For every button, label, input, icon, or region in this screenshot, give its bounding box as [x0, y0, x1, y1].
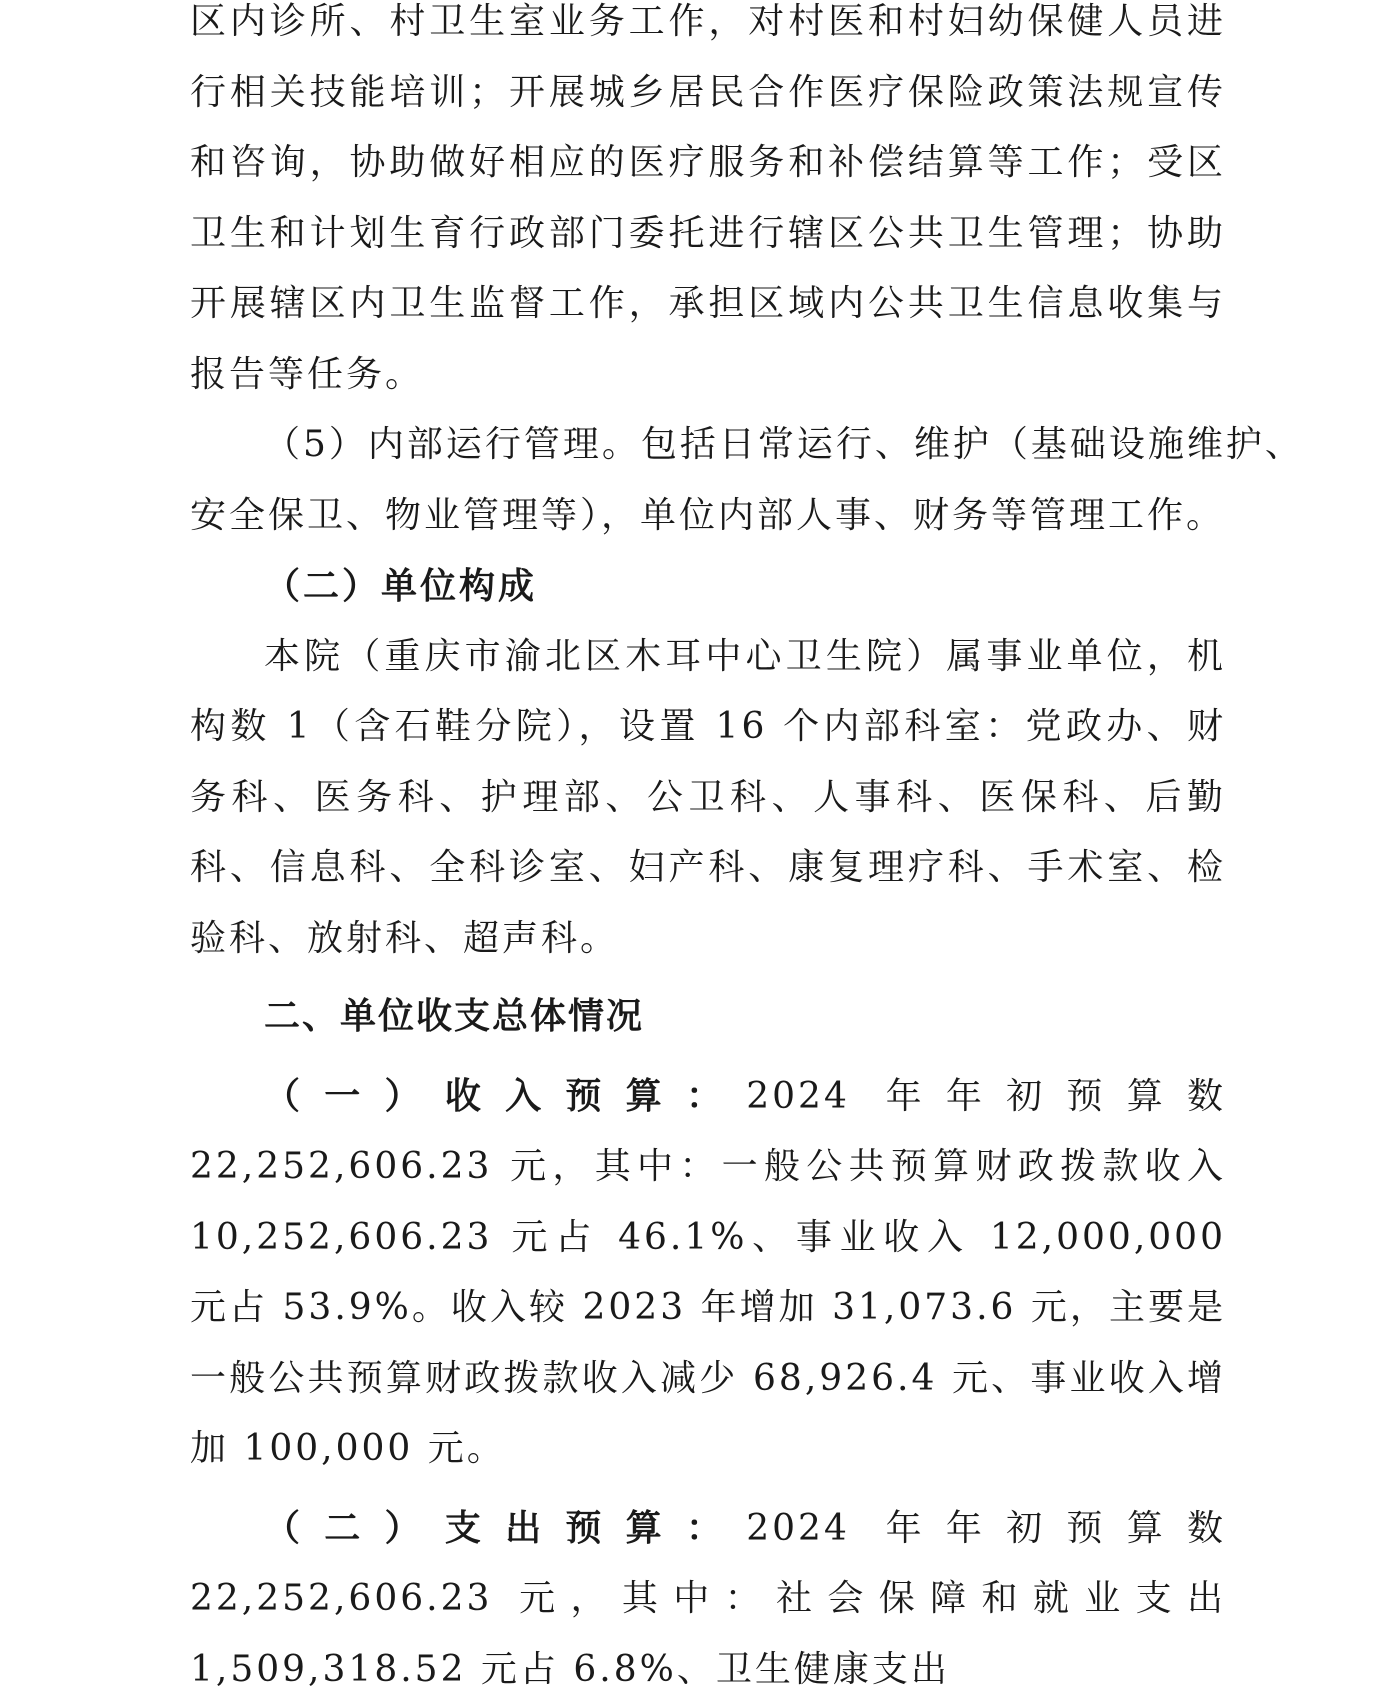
paragraph-township-duties: 区内诊所、村卫生室业务工作，对村医和村妇幼保健人员进行相关技能培训；开展城乡居民合作医疗保险政策法规宣传和咨询，协助做好相应的医疗服务和补偿结算等工作；受区卫生和计划生育行政部门委托进行辖区公共卫生管理；协助开展辖区内卫生监督工作，承担区域内公共卫生信息收集与报告等任务。 [190, 0, 1226, 410]
section-heading-unit-structure: （二）单位构成 [190, 551, 1226, 622]
paragraph-unit-structure: 本院（重庆市渝北区木耳中心卫生院）属事业单位，机构数 1（含石鞋分院），设置 16 个内部科室：党政办、财务科、医务科、护理部、公卫科、人事科、医保科、后勤科、信息科、全科诊室、妇产科、康复理疗科、手术室、检验科、放射科、超声科。 [190, 622, 1226, 975]
income-budget-body: 2024 年年初预算数 22,252,606.23 元，其中：一般公共预算财政拨款收入 10,252,606.23 元占 46.1%、事业收入 12,000,000 元占 53.9%。收入较 2023 年增加 31,073.6 元，主要是一般公共预算财政拨款收入减少 68,926.4 元、事业收入增加 100,000 元。 [190, 1076, 1226, 1470]
paragraph-income-budget [190, 1061, 1226, 1485]
expense-budget-label: （二）支出预算： [264, 1507, 746, 1549]
section-heading-budget-overview: 二、单位收支总体情况 [190, 982, 1226, 1053]
paragraph-expense-budget [190, 1493, 1226, 1705]
document-page [190, 0, 1226, 1705]
income-budget-label: （一）收入预算： [264, 1075, 746, 1117]
paragraph-internal-management-line2: 安全保卫、物业管理等），单位内部人事、财务等管理工作。 [190, 481, 1226, 552]
expense-budget-body: 2024 年年初预算数 22,252,606.23 元，其中：社会保障和就业支出 1,509,318.52 元占 6.8%、卫生健康支出 [190, 1508, 1226, 1690]
paragraph-internal-management-line1: （5）内部运行管理。包括日常运行、维护（基础设施维护、 [190, 410, 1226, 481]
